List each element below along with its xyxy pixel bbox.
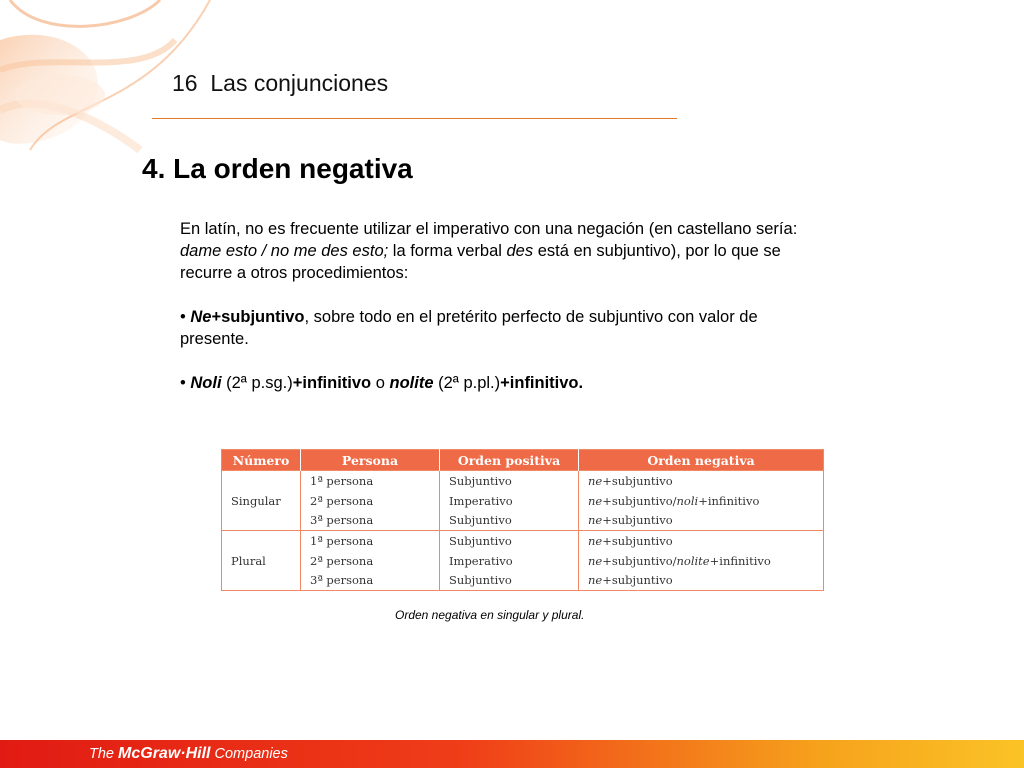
neg-form: +subjuntivo/ (602, 493, 677, 508)
neg-alt-form: +infinitivo (698, 493, 760, 508)
neg-particle: ne (588, 533, 603, 548)
neg-particle: ne (588, 493, 603, 508)
neg-form: +subjuntivo (602, 573, 673, 588)
logo-companies: Companies (210, 746, 288, 762)
positiva-cell: Subjuntivo (440, 511, 579, 531)
neg-particle: ne (588, 473, 603, 488)
logo-brand: McGraw·Hill (118, 745, 211, 762)
intro-paragraph (180, 218, 800, 284)
persona-cell: 2ª persona (301, 491, 440, 511)
negativa-cell (579, 531, 824, 551)
negativa-cell (579, 551, 824, 571)
intro-example: dame esto / no me des esto; (180, 242, 389, 260)
chapter-number: 16 (172, 70, 198, 96)
negativa-cell (579, 471, 824, 491)
persona-cell: 3ª persona (301, 511, 440, 531)
header-numero: Número (222, 450, 301, 471)
table-header-row (222, 450, 824, 471)
bullet-ne-subjuntivo (180, 306, 800, 350)
negativa-cell (579, 491, 824, 511)
neg-alt-form: +infinitivo (709, 553, 771, 568)
table-row (222, 531, 824, 551)
neg-form: +subjuntivo (602, 473, 673, 488)
neg-form: +subjuntivo/ (602, 553, 677, 568)
intro-text-1: En latín, no es frecuente utilizar el imperativo con una negación (en castellano sería: (180, 220, 798, 238)
footer-bar (0, 740, 1024, 768)
bullet1-rule: +subjuntivo (211, 308, 305, 326)
table-row (222, 571, 824, 591)
section-title: 4. La orden negativa (142, 153, 413, 184)
bullet-marker: • (180, 308, 191, 326)
chapter-divider (152, 118, 677, 119)
negativa-cell (579, 511, 824, 531)
positiva-cell: Subjuntivo (440, 571, 579, 591)
bullet-noli-infinitivo (180, 372, 800, 394)
negative-order-table (221, 449, 824, 591)
bullet2-pl: (2ª p.pl.) (433, 374, 501, 392)
bullet-marker: • (180, 374, 191, 392)
positiva-cell: Imperativo (440, 551, 579, 571)
persona-cell: 3ª persona (301, 571, 440, 591)
header-orden-positiva: Orden positiva (440, 450, 579, 471)
intro-text-3: está en subjuntivo), por lo que se recurre a otros procedimientos: (180, 242, 781, 282)
table-row (222, 471, 824, 491)
bullet2-noli: Noli (190, 374, 222, 392)
bullet2-inf1: +infinitivo (292, 374, 372, 392)
header-persona: Persona (301, 450, 440, 471)
neg-particle: ne (588, 573, 603, 588)
positiva-cell: Subjuntivo (440, 471, 579, 491)
table-row (222, 511, 824, 531)
body-text (180, 218, 800, 394)
table-caption: Orden negativa en singular y plural. (395, 608, 585, 622)
chapter-title: Las conjunciones (210, 70, 389, 96)
numero-cell: Plural (222, 531, 301, 591)
persona-cell: 1ª persona (301, 471, 440, 491)
positiva-cell: Imperativo (440, 491, 579, 511)
bullet2-o: o (371, 374, 390, 392)
neg-particle: ne (588, 553, 603, 568)
negativa-cell (579, 571, 824, 591)
chapter-heading (172, 70, 388, 97)
neg-form: +subjuntivo (602, 513, 673, 528)
neg-form: +subjuntivo (602, 533, 673, 548)
neg-particle: ne (588, 513, 603, 528)
neg-alt-particle: noli (676, 493, 699, 508)
persona-cell: 1ª persona (301, 531, 440, 551)
persona-cell: 2ª persona (301, 551, 440, 571)
bullet1-rest: , sobre todo en el pretérito perfecto de subjuntivo con valor de presente. (180, 308, 758, 348)
positiva-cell: Subjuntivo (440, 531, 579, 551)
neg-alt-particle: nolite (676, 553, 710, 568)
bullet2-inf2: +infinitivo. (500, 374, 584, 392)
publisher-logo (89, 745, 288, 763)
intro-verb: des (506, 242, 534, 260)
intro-text-2: la forma verbal (388, 242, 507, 260)
table-row (222, 551, 824, 571)
bullet1-ne: Ne (190, 308, 212, 326)
table-row (222, 491, 824, 511)
bullet2-sg: (2ª p.sg.) (221, 374, 293, 392)
bullet2-nolite: nolite (389, 374, 434, 392)
header-orden-negativa: Orden negativa (579, 450, 824, 471)
numero-cell: Singular (222, 471, 301, 531)
logo-the: The (89, 746, 119, 762)
